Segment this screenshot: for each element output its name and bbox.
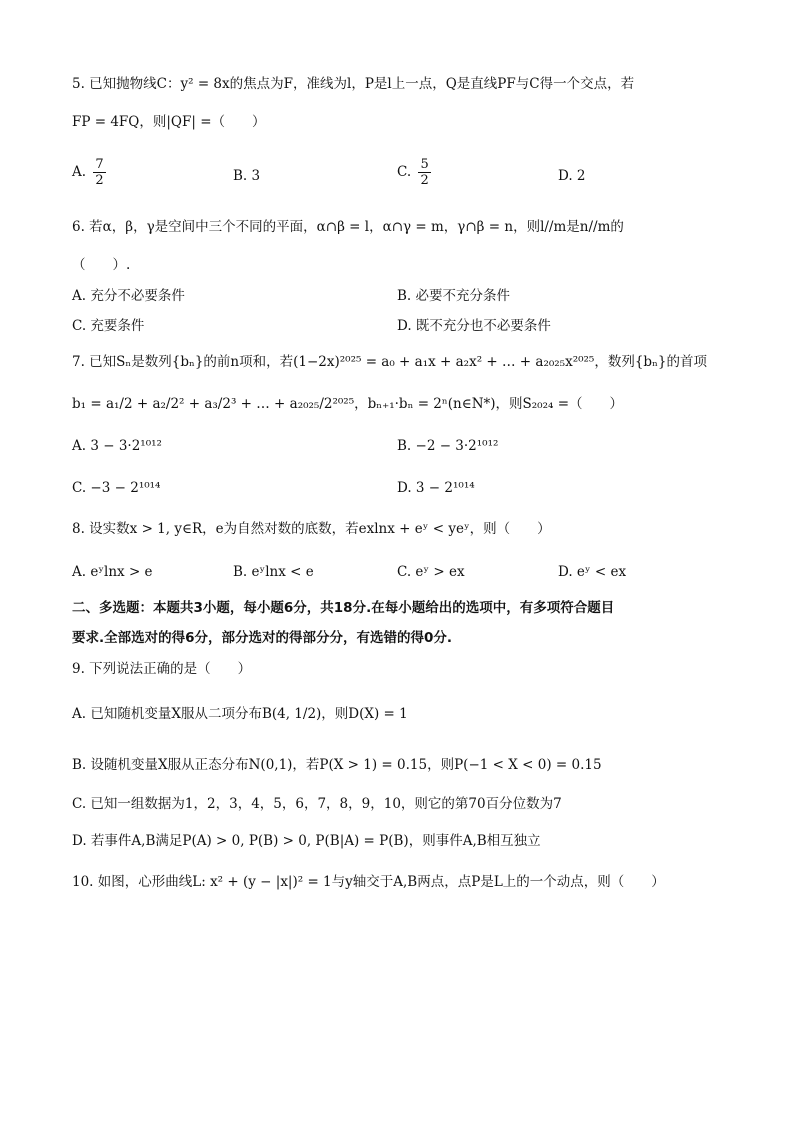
q9-stem: 9. 下列说法正确的是（ ）: [72, 661, 252, 677]
q5-option-c-label: C.: [397, 164, 412, 180]
q5-option-c-fraction: [418, 157, 430, 188]
q5-option-d[interactable]: D. 2: [558, 168, 586, 184]
q8-option-c[interactable]: C. eʸ > ex: [397, 564, 465, 580]
q8-option-a[interactable]: A. eʸlnx > e: [72, 564, 153, 580]
q5-stem-line1: 5. 已知抛物线C：y² = 8x的焦点为F，准线为l，P是l上一点，Q是直线PF与C得一个交点，若: [72, 76, 635, 92]
q8-option-b[interactable]: B. eʸlnx < e: [233, 564, 314, 580]
q6-option-d[interactable]: D. 既不充分也不必要条件: [397, 318, 551, 334]
q6-stem-line1: 6. 若α，β，γ是空间中三个不同的平面，α∩β = l，α∩γ = m，γ∩β = n，则l//m是n//m的: [72, 219, 624, 235]
q5-option-a-numerator: 7: [95, 157, 104, 172]
q6-stem-line2: （ ）.: [72, 257, 131, 273]
section-2-heading-line2: 要求.全部选对的得6分，部分选对的得部分分，有选错的得0分.: [72, 630, 453, 646]
q5-option-c-numerator: 5: [420, 157, 429, 172]
q9-option-b[interactable]: B. 设随机变量X服从正态分布N(0,1)，若P(X > 1) = 0.15，则P(−1 < X < 0) = 0.15: [72, 757, 602, 773]
q5-option-a-label: A.: [72, 164, 87, 180]
q9-option-d[interactable]: D. 若事件A,B满足P(A) > 0, P(B) > 0, P(B|A) = P(B)，则事件A,B相互独立: [72, 833, 541, 849]
q5-option-a[interactable]: [72, 157, 109, 188]
q5-option-b[interactable]: B. 3: [233, 168, 261, 184]
q5-option-c[interactable]: [397, 157, 434, 188]
q7-option-b[interactable]: B. −2 − 3·2¹⁰¹²: [397, 438, 499, 454]
section-2-heading-line1: 二、多选题：本题共3小题，每小题6分，共18分.在每小题给出的选项中，有多项符合题目: [72, 600, 615, 616]
q9-option-c[interactable]: C. 已知一组数据为1，2，3，4，5，6，7，8，9，10，则它的第70百分位数为7: [72, 796, 562, 812]
q8-option-d[interactable]: D. eʸ < ex: [558, 564, 627, 580]
q7-option-d[interactable]: D. 3 − 2¹⁰¹⁴: [397, 480, 475, 496]
q7-option-c[interactable]: C. −3 − 2¹⁰¹⁴: [72, 480, 161, 496]
q9-option-a[interactable]: A. 已知随机变量X服从二项分布B(4, 1/2)，则D(X) = 1: [72, 706, 408, 722]
q7-option-a[interactable]: A. 3 − 3·2¹⁰¹²: [72, 438, 162, 454]
q5-option-a-denominator: 2: [95, 173, 104, 188]
q5-option-c-denominator: 2: [420, 173, 429, 188]
q7-stem-line1: 7. 已知Sₙ是数列{bₙ}的前n项和，若(1−2x)²⁰²⁵ = a₀ + a₁x + a₂x² + … + a₂₀₂₅x²⁰²⁵，数列{bₙ}的首项: [72, 354, 708, 370]
q6-option-b[interactable]: B. 必要不充分条件: [397, 288, 511, 304]
q5-stem-line2: FP = 4FQ，则|QF| =（ ）: [72, 114, 266, 130]
q5-option-a-fraction: [93, 157, 105, 188]
q10-stem: 10. 如图，心形曲线L: x² + (y − |x|)² = 1与y轴交于A,B两点，点P是L上的一个动点，则（ ）: [72, 874, 665, 890]
q7-stem-line2: b₁ = a₁/2 + a₂/2² + a₃/2³ + … + a₂₀₂₅/2²⁰²⁵，bₙ₊₁·bₙ = 2ⁿ(n∈N*)，则S₂₀₂₄ =（ ）: [72, 396, 624, 412]
q6-option-c[interactable]: C. 充要条件: [72, 318, 145, 334]
q6-option-a[interactable]: A. 充分不必要条件: [72, 288, 185, 304]
q8-stem: 8. 设实数x > 1, y∈R，e为自然对数的底数，若exlnx + eʸ < yeʸ，则（ ）: [72, 521, 551, 537]
